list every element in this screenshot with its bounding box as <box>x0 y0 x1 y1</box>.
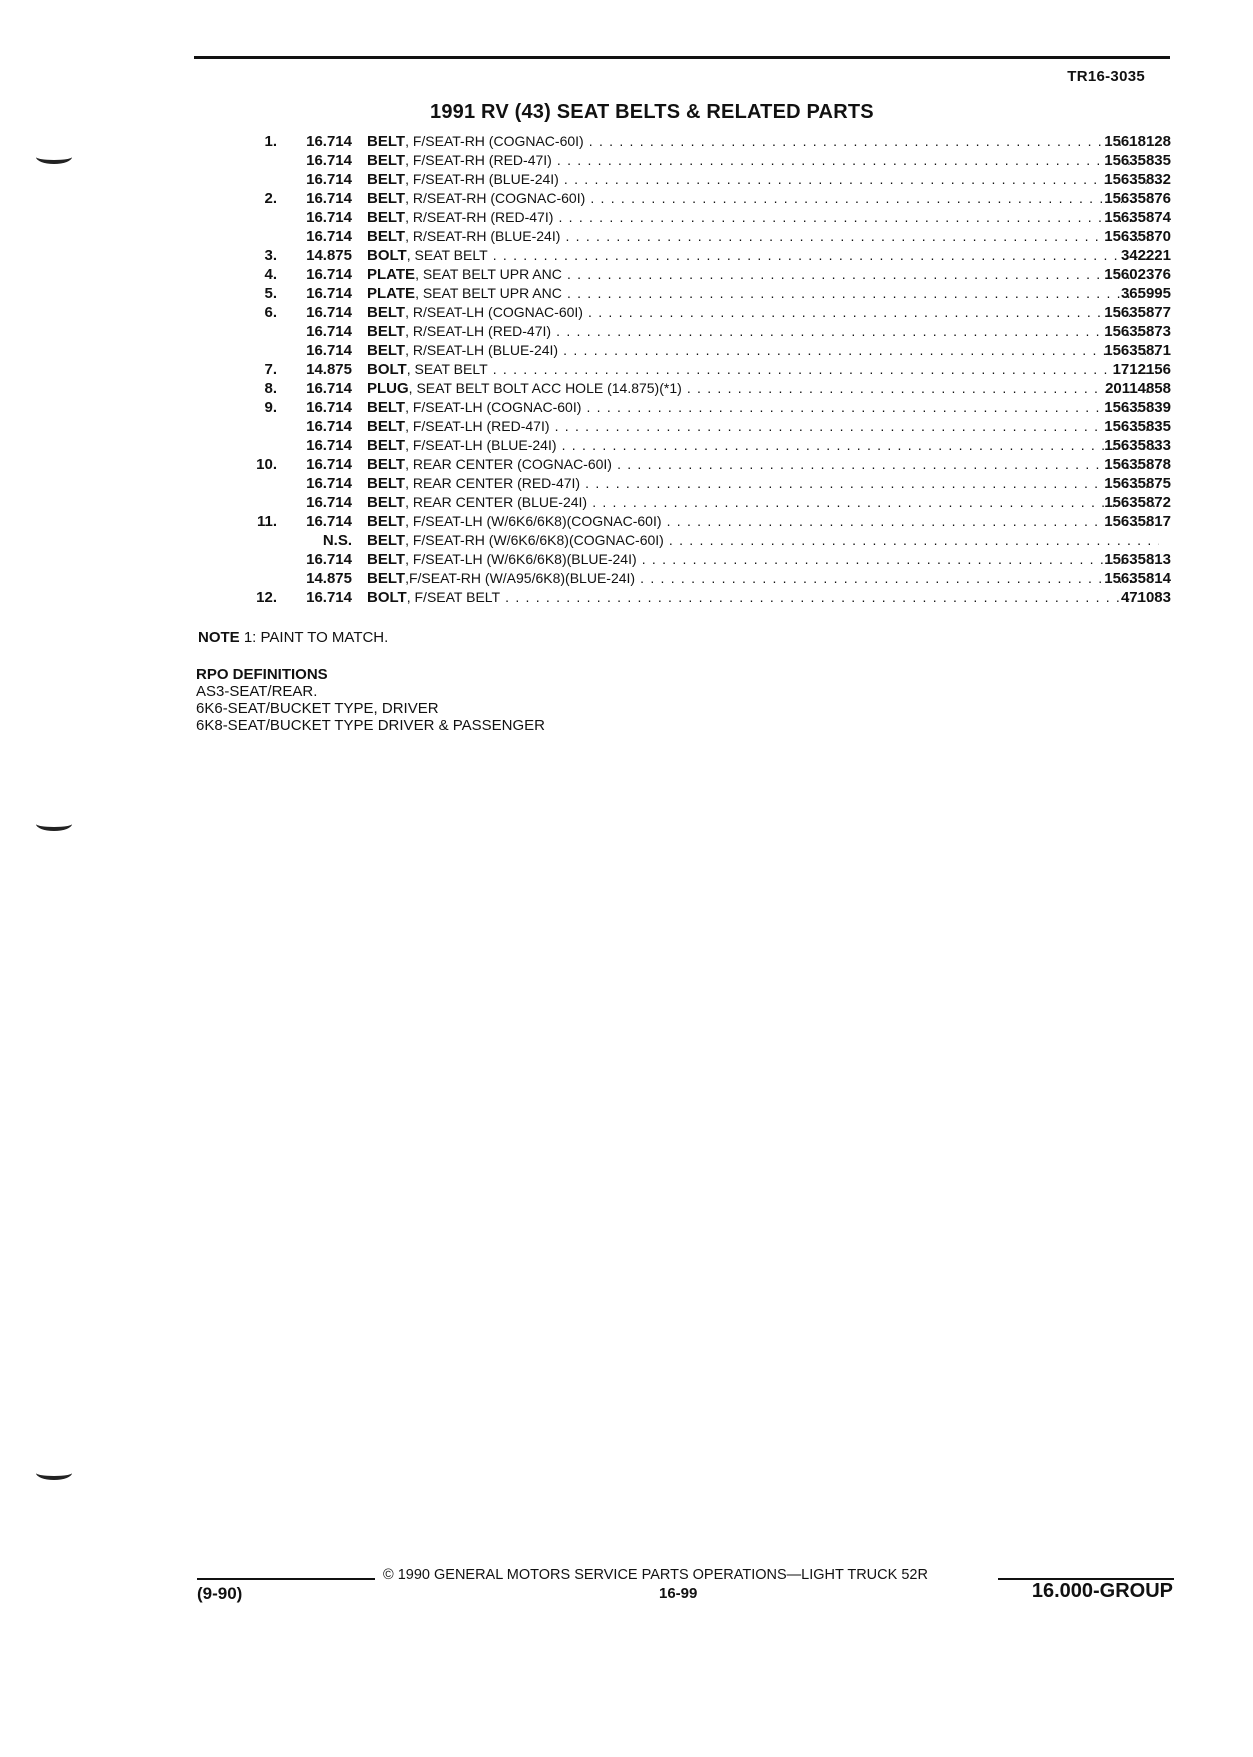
part-description <box>367 493 1159 512</box>
part-detail: , R/SEAT-LH (RED-47I) <box>405 323 552 339</box>
document-code: TR16-3035 <box>1067 68 1145 85</box>
part-name: BELT <box>367 551 406 568</box>
part-number: 15618128 <box>1104 133 1171 150</box>
part-description <box>367 531 1159 550</box>
part-description <box>367 170 1159 189</box>
part-description <box>367 474 1159 493</box>
part-detail: , SEAT BELT BOLT ACC HOLE (14.875)(*1) <box>408 380 682 396</box>
part-name: BELT <box>367 133 406 150</box>
item-number: 7. <box>264 361 277 378</box>
parts-row <box>232 132 1171 151</box>
part-number: 15635873 <box>1104 323 1171 340</box>
part-detail: , F/SEAT-LH (COGNAC-60I) <box>405 399 582 415</box>
part-description <box>367 322 1159 341</box>
part-detail: , F/SEAT-LH (RED-47I) <box>405 418 550 434</box>
part-detail: , REAR CENTER (BLUE-24I) <box>405 494 588 510</box>
part-detail: , SEAT BELT UPR ANC <box>415 266 562 282</box>
group-number: 16.714 <box>306 133 352 150</box>
footer-group: 16.000-GROUP <box>1031 1580 1173 1602</box>
part-name: BOLT <box>367 361 407 378</box>
part-name: BELT <box>367 513 406 530</box>
item-number: 9. <box>264 399 277 416</box>
part-number: 365995 <box>1120 285 1171 302</box>
footer-rule-left <box>197 1578 375 1580</box>
part-description <box>367 341 1159 360</box>
part-name: BELT <box>367 152 406 169</box>
part-name: BELT <box>367 570 406 587</box>
part-description <box>367 512 1159 531</box>
note <box>198 629 388 646</box>
part-description <box>367 569 1159 588</box>
part-description <box>367 303 1159 322</box>
parts-row <box>232 227 1171 246</box>
part-description <box>367 151 1159 170</box>
parts-row <box>232 417 1171 436</box>
part-number: 15635870 <box>1104 228 1171 245</box>
part-name: BELT <box>367 399 406 416</box>
part-number: 471083 <box>1120 589 1171 606</box>
part-number: 15635877 <box>1104 304 1171 321</box>
part-number: 15635875 <box>1104 475 1171 492</box>
part-name: BELT <box>367 342 406 359</box>
parts-row <box>232 550 1171 569</box>
footer-copyright: © 1990 GENERAL MOTORS SERVICE PARTS OPERATIONS—LIGHT TRUCK 52R <box>383 1567 928 1583</box>
item-number: 3. <box>264 247 277 264</box>
group-number: 14.875 <box>306 361 352 378</box>
part-name: PLUG <box>367 380 409 397</box>
part-detail: , SEAT BELT UPR ANC <box>415 285 562 301</box>
group-number: 16.714 <box>306 475 352 492</box>
part-name: BELT <box>367 437 406 454</box>
parts-row <box>232 246 1171 265</box>
part-detail: , R/SEAT-RH (BLUE-24I) <box>405 228 561 244</box>
part-name: PLATE <box>367 285 416 302</box>
parts-row <box>232 284 1171 303</box>
part-name: BELT <box>367 456 406 473</box>
group-number: 16.714 <box>306 304 352 321</box>
note-label: NOTE <box>198 629 240 646</box>
part-detail: , F/SEAT-RH (W/6K6/6K8)(COGNAC-60I) <box>405 532 664 548</box>
part-name: PLATE <box>367 266 416 283</box>
part-name: BELT <box>367 171 406 188</box>
group-number: 16.714 <box>306 266 352 283</box>
parts-row <box>232 265 1171 284</box>
parts-row <box>232 208 1171 227</box>
group-number: 16.714 <box>306 589 352 606</box>
part-detail: , F/SEAT BELT <box>406 589 501 605</box>
group-number: 16.714 <box>306 456 352 473</box>
part-description <box>367 588 1159 607</box>
parts-row <box>232 341 1171 360</box>
parts-row <box>232 322 1171 341</box>
item-number: 5. <box>264 285 277 302</box>
rpo-line: 6K8-SEAT/BUCKET TYPE DRIVER & PASSENGER <box>196 717 545 734</box>
part-number: 15635835 <box>1104 152 1171 169</box>
part-description <box>367 550 1159 569</box>
part-detail: , F/SEAT-LH (W/6K6/6K8)(BLUE-24I) <box>405 551 637 567</box>
item-number: 10. <box>256 456 277 473</box>
part-detail: , SEAT BELT <box>406 361 488 377</box>
group-number: 14.875 <box>306 247 352 264</box>
rpo-line: AS3-SEAT/REAR. <box>196 683 318 700</box>
group-number: 16.714 <box>306 342 352 359</box>
rpo-definitions <box>196 666 545 734</box>
part-detail: , R/SEAT-RH (COGNAC-60I) <box>405 190 586 206</box>
part-description <box>367 227 1159 246</box>
part-name: BELT <box>367 190 406 207</box>
part-number: 15635817 <box>1104 513 1171 530</box>
part-description <box>367 379 1159 398</box>
part-detail: , R/SEAT-RH (RED-47I) <box>405 209 554 225</box>
part-detail: , F/SEAT-RH (BLUE-24I) <box>405 171 559 187</box>
group-number: 16.714 <box>306 551 352 568</box>
parts-row <box>232 455 1171 474</box>
part-number: 15635871 <box>1104 342 1171 359</box>
parts-row <box>232 398 1171 417</box>
item-number: 8. <box>264 380 277 397</box>
binder-hole-mark <box>36 150 72 164</box>
part-description <box>367 246 1159 265</box>
part-number: 1712156 <box>1112 361 1171 378</box>
part-description <box>367 455 1159 474</box>
part-description <box>367 284 1159 303</box>
part-detail: , R/SEAT-LH (COGNAC-60I) <box>405 304 583 320</box>
part-number: 15635813 <box>1104 551 1171 568</box>
part-name: BELT <box>367 494 406 511</box>
group-number: 16.714 <box>306 437 352 454</box>
group-number: N.S. <box>322 532 352 549</box>
part-number: 15635833 <box>1104 437 1171 454</box>
item-number: 1. <box>264 133 277 150</box>
part-number: 15635839 <box>1104 399 1171 416</box>
part-name: BELT <box>367 304 406 321</box>
part-name: BOLT <box>367 247 407 264</box>
item-number: 11. <box>256 513 277 530</box>
parts-row <box>232 569 1171 588</box>
part-detail: , F/SEAT-RH (RED-47I) <box>405 152 552 168</box>
part-number: 20114858 <box>1105 380 1171 397</box>
group-number: 16.714 <box>306 171 352 188</box>
parts-row <box>232 189 1171 208</box>
group-number: 16.714 <box>306 494 352 511</box>
part-detail: , F/SEAT-LH (BLUE-24I) <box>405 437 557 453</box>
part-detail: ,F/SEAT-RH (W/A95/6K8)(BLUE-24I) <box>405 570 636 586</box>
part-number: 15635835 <box>1104 418 1171 435</box>
parts-row <box>232 588 1171 607</box>
note-text: 1: PAINT TO MATCH. <box>239 629 389 646</box>
parts-row <box>232 303 1171 322</box>
part-description <box>367 208 1159 227</box>
part-description <box>367 398 1159 417</box>
parts-list <box>232 132 1171 607</box>
part-name: BELT <box>367 209 406 226</box>
part-description <box>367 189 1159 208</box>
page-number: 16-99 <box>659 1585 698 1602</box>
item-number: 6. <box>264 304 277 321</box>
binder-hole-mark <box>36 817 72 831</box>
part-name: BELT <box>367 323 406 340</box>
group-number: 16.714 <box>306 152 352 169</box>
group-number: 16.714 <box>306 209 352 226</box>
parts-row <box>232 512 1171 531</box>
part-description <box>367 265 1159 284</box>
item-number: 4. <box>264 266 277 283</box>
part-name: BELT <box>367 228 406 245</box>
part-description <box>367 436 1159 455</box>
group-number: 16.714 <box>306 190 352 207</box>
top-rule <box>194 56 1170 59</box>
part-number: 15635872 <box>1104 494 1171 511</box>
part-name: BELT <box>367 418 406 435</box>
part-number: 15635814 <box>1104 570 1171 587</box>
parts-row <box>232 474 1171 493</box>
part-name: BELT <box>367 475 406 492</box>
part-number: 15635876 <box>1104 190 1171 207</box>
parts-row <box>232 379 1171 398</box>
page-title: 1991 RV (43) SEAT BELTS & RELATED PARTS <box>430 101 874 123</box>
part-number: 15635878 <box>1104 456 1171 473</box>
parts-row <box>232 493 1171 512</box>
group-number: 14.875 <box>306 570 352 587</box>
part-name: BELT <box>367 532 406 549</box>
part-detail: , REAR CENTER (RED-47I) <box>405 475 581 491</box>
part-number: 342221 <box>1120 247 1171 264</box>
part-description <box>367 360 1159 379</box>
footer-date: (9-90) <box>197 1584 243 1603</box>
part-detail: , F/SEAT-RH (COGNAC-60I) <box>405 133 584 149</box>
group-number: 16.714 <box>306 399 352 416</box>
part-name: BOLT <box>367 589 407 606</box>
part-number: 15635832 <box>1104 171 1171 188</box>
parts-row <box>232 170 1171 189</box>
part-number: 15602376 <box>1104 266 1171 283</box>
parts-row <box>232 531 1171 550</box>
group-number: 16.714 <box>306 285 352 302</box>
group-number: 16.714 <box>306 380 352 397</box>
part-description <box>367 417 1159 436</box>
rpo-title: RPO DEFINITIONS <box>196 666 328 683</box>
part-description <box>367 132 1159 151</box>
group-number: 16.714 <box>306 323 352 340</box>
group-number: 16.714 <box>306 513 352 530</box>
parts-row <box>232 360 1171 379</box>
part-detail: , SEAT BELT <box>406 247 488 263</box>
part-number: 15635874 <box>1104 209 1171 226</box>
item-number: 2. <box>264 190 277 207</box>
parts-row <box>232 151 1171 170</box>
part-detail: , F/SEAT-LH (W/6K6/6K8)(COGNAC-60I) <box>405 513 662 529</box>
group-number: 16.714 <box>306 418 352 435</box>
item-number: 12. <box>256 589 277 606</box>
part-detail: , R/SEAT-LH (BLUE-24I) <box>405 342 559 358</box>
group-number: 16.714 <box>306 228 352 245</box>
rpo-line: 6K6-SEAT/BUCKET TYPE, DRIVER <box>196 700 439 717</box>
binder-hole-mark <box>36 1466 72 1480</box>
parts-row <box>232 436 1171 455</box>
part-detail: , REAR CENTER (COGNAC-60I) <box>405 456 612 472</box>
